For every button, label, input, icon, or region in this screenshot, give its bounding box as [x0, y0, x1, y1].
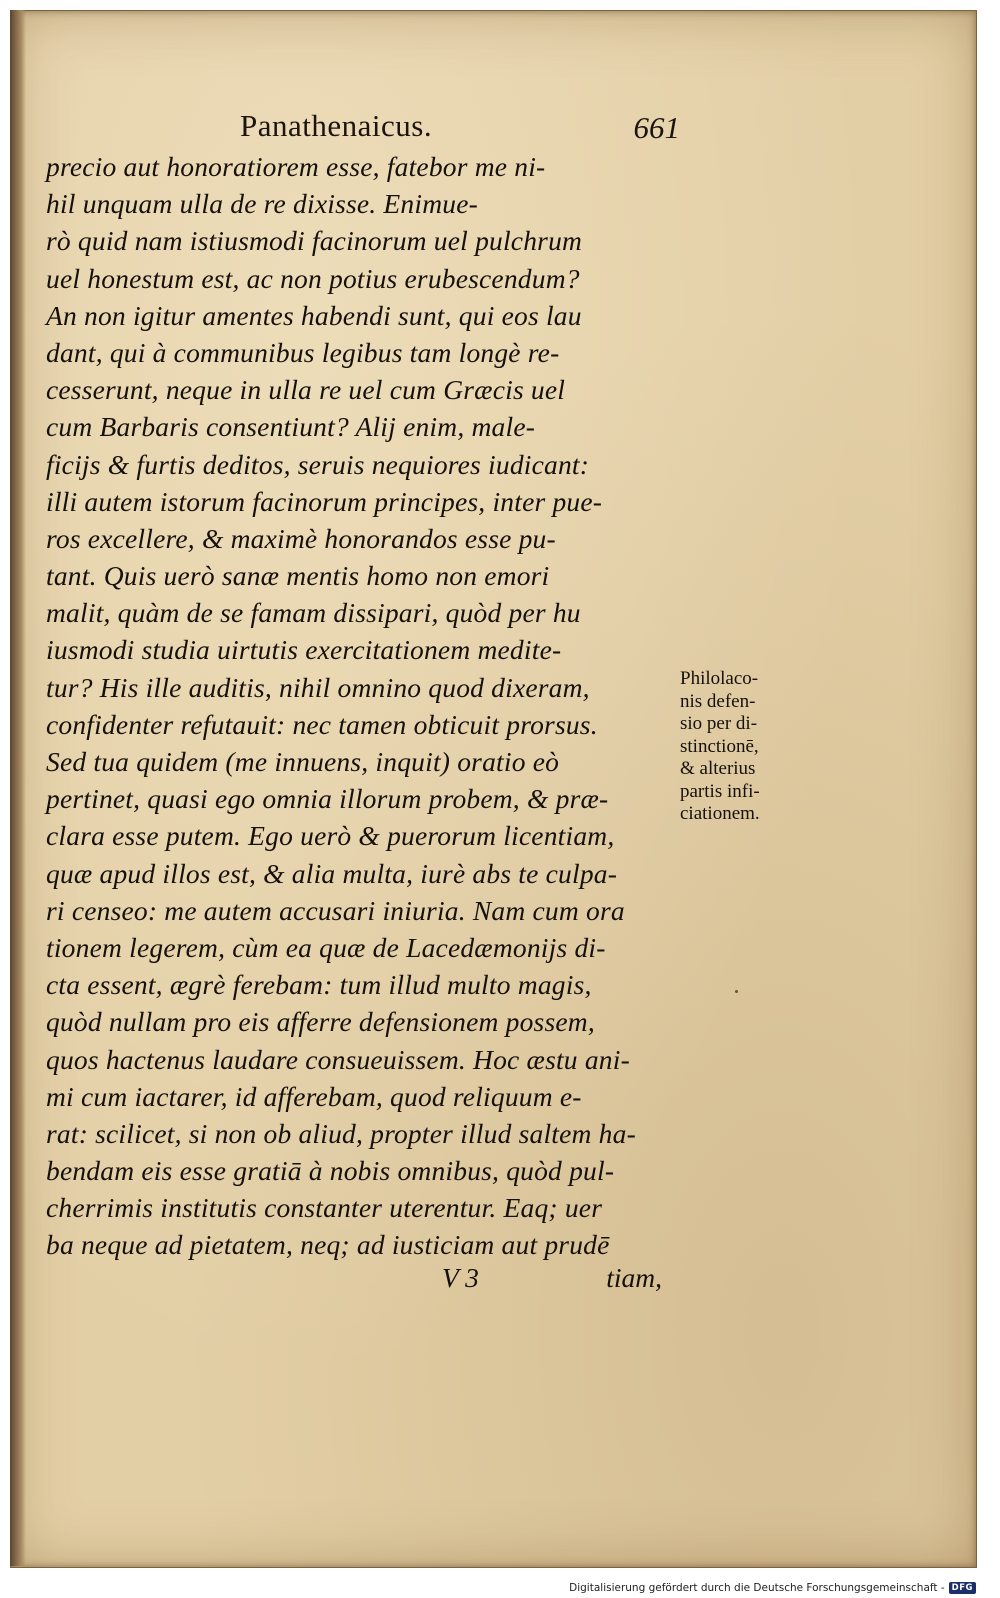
marginal-note-line: stinctionē,: [680, 735, 759, 757]
main-text-block: [46, 148, 676, 1264]
text-line: An non igitur amentes habendi sunt, qui eos lau: [46, 299, 582, 331]
page-gutter: [10, 10, 26, 1566]
running-title: Panathenaicus.: [240, 108, 433, 143]
text-line: rò quid nam istiusmodi facinorum uel pulchrum: [46, 225, 583, 257]
marginal-note-line: nis defen-: [680, 690, 756, 712]
text-line: pertinet, quasi ego omnia illorum probem, & præ-: [46, 783, 609, 815]
page-number: 661: [633, 110, 680, 145]
text-line: cherrimis institutis constanter uterentur. Eaq; uer: [46, 1192, 603, 1224]
text-line: ros excellere, & maximè honorandos esse pu-: [46, 522, 556, 554]
text-line: malit, quàm de se famam dissipari, quòd per hu: [46, 597, 581, 629]
page-header: [240, 108, 680, 148]
text-line: rat: scilicet, si non ob aliud, propter illud saltem ha-: [46, 1117, 636, 1149]
text-line: cta essent, ægrè ferebam: tum illud multo magis,: [46, 969, 592, 1001]
text-line: ri censeo: me autem accusari iniuria. Nam cum ora: [46, 894, 625, 926]
text-line: precio aut honoratiorem esse, fatebor me ni-: [46, 151, 546, 182]
text-line: bendam eis esse gratiā à nobis omnibus, quòd pul-: [46, 1155, 615, 1187]
text-line: hil unquam ulla de re dixisse. Enimue-: [46, 188, 478, 220]
text-line: iusmodi studia uirtutis exercitationem medite-: [46, 634, 562, 666]
text-line: tant. Quis uerò sanæ mentis homo non emori: [46, 560, 550, 592]
text-line: tionem legerem, cùm ea quæ de Lacedæmonijs di-: [46, 931, 606, 963]
text-line: mi cum iactarer, id afferebam, quod reliquum e-: [46, 1080, 582, 1112]
marginal-note: [680, 668, 810, 826]
catchword: tiam,: [606, 1262, 662, 1293]
text-line: quos hactenus laudare consueuissem. Hoc æstu ani-: [46, 1043, 630, 1075]
text-line: cesserunt, neque in ulla re uel cum Græcis uel: [46, 374, 566, 406]
text-line: Sed tua quidem (me innuens, inquit) oratio eò: [46, 746, 560, 777]
text-line: illi autem istorum facinorum principes, inter pue-: [46, 485, 603, 517]
digitization-credit: [569, 1580, 976, 1596]
signature-mark: V 3: [442, 1262, 479, 1293]
text-line: quæ apud illos est, & alia multa, iurè abs te culpa-: [46, 857, 618, 889]
text-line: ba neque ad pietatem, neq; ad iusticiam aut prudē: [46, 1229, 610, 1261]
credit-text: Digitalisierung gefördert durch die Deutsche Forschungsgemeinschaft -: [569, 1582, 945, 1594]
text-line: ficijs & furtis deditos, seruis nequiores iudicant:: [46, 448, 590, 480]
text-line: dant, qui à communibus legibus tam longè re-: [46, 336, 560, 368]
dfg-logo-icon: DFG: [949, 1582, 976, 1594]
text-line: uel honestum est, ac non potius erubescendum?: [46, 262, 580, 294]
text-line: quòd nullam pro eis afferre defensionem possem,: [46, 1006, 595, 1038]
text-line: clara esse putem. Ego uerò & puerorum licentiam,: [46, 820, 615, 852]
text-line: confidenter refutauit: nec tamen obticuit prorsus.: [46, 708, 598, 740]
marginal-note-line: ciationem.: [680, 803, 760, 824]
marginal-note-line: sio per di-: [680, 713, 758, 734]
marginal-note-line: Philolaco-: [680, 668, 759, 689]
paper-speck: [735, 990, 738, 993]
text-line: cum Barbaris consentiunt? Alij enim, male-: [46, 411, 536, 443]
marginal-note-line: & alterius: [680, 758, 756, 779]
marginal-note-line: partis infi-: [680, 780, 760, 802]
page-footer: [440, 1262, 670, 1302]
text-line: tur? His ille auditis, nihil omnino quod dixeram,: [46, 671, 590, 703]
